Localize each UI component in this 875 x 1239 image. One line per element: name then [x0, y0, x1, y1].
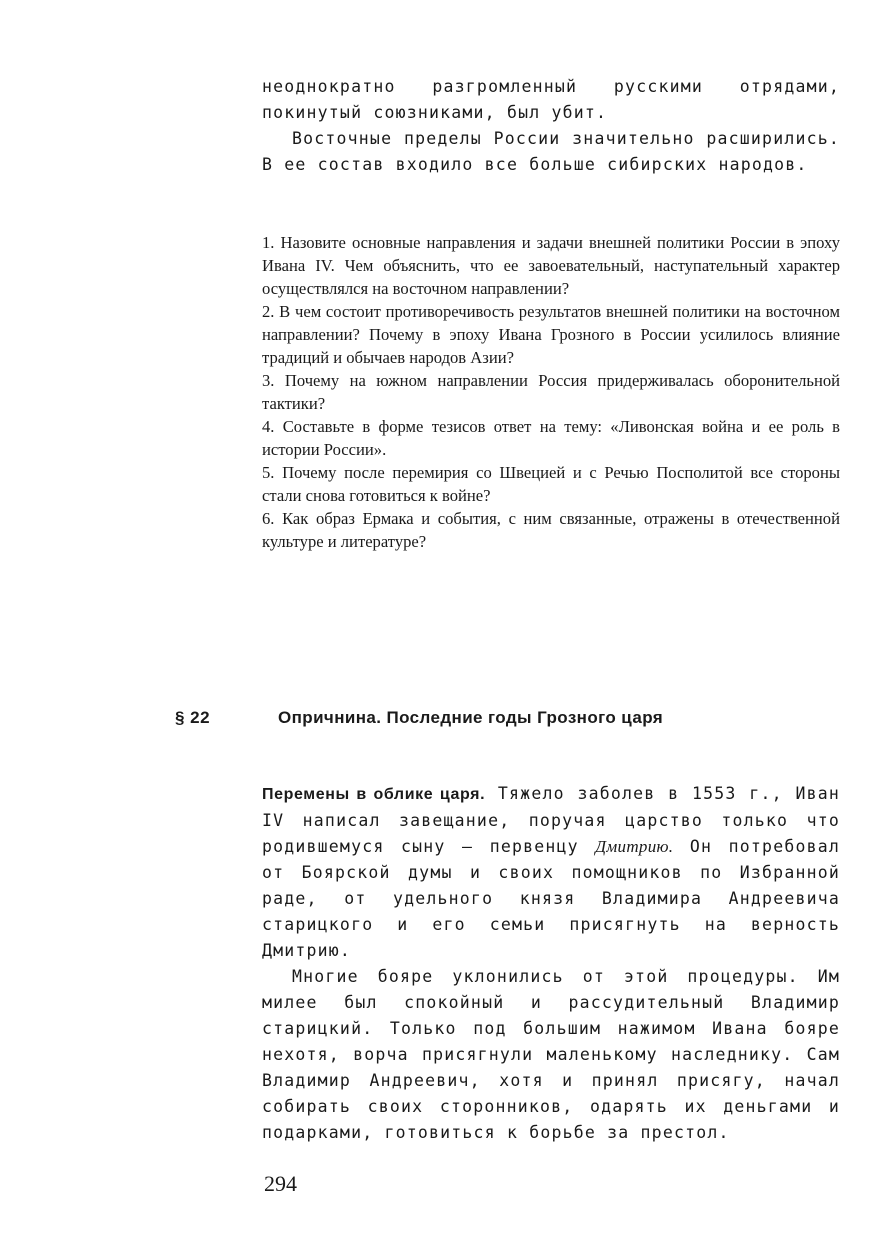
question-item: 2. В чем состоит противоречивость результатов внешней политики на восточном направлении? Почему в эпоху Ивана Грозного в России усилилось влияние традиций и обычаев народов Азии?	[262, 302, 840, 367]
page-number: 294	[264, 1171, 297, 1196]
top-text	[262, 74, 840, 178]
text-run: Тяжело заболев в 1553 г., Иван IV написал завещание, поручая царство только что родившемуся сыну — первенцу	[262, 784, 840, 856]
emphasis: Дмитрию.	[595, 837, 674, 856]
text-run: Он потребовал от Боярской думы и своих помощников по Избранной раде, от удельного князя Владимира Андреевича старицкого и его семьи присягнуть на верность Дмитрию.	[262, 837, 840, 960]
paragraph: Восточные пределы России значительно расширились. В ее состав входило все больше сибирских народов.	[262, 129, 840, 174]
run-in-heading: Перемены в облике царя.	[262, 786, 486, 803]
section-number: § 22	[175, 708, 211, 727]
question-item: 4. Составьте в форме тезисов ответ на тему: «Ливонская война и ее роль в истории России».	[262, 417, 840, 459]
question-item: 1. Назовите основные направления и задачи внешней политики России в эпоху Ивана IV. Чем объяснить, что ее завоевательный, наступательный характер осуществлялся на восточном направлении?	[262, 233, 840, 298]
question-item: 6. Как образ Ермака и события, с ним связанные, отражены в отечественной культуре и литературе?	[262, 509, 840, 551]
section-body	[262, 781, 840, 1146]
paragraph	[262, 781, 840, 964]
section-title: Опричнина. Последние годы Грозного царя	[278, 708, 664, 727]
paragraph: Многие бояре уклонились от этой процедуры. Им милее был спокойный и рассудительный Владимир старицкий. Только под большим нажимом Ивана бояре нехотя, ворча присягнули маленькому наследнику. Сам Владимир Андреевич, хотя и принял присягу, начал собирать своих сторонников, одарять их деньгами и подарками, готовиться к борьбе за престол.	[262, 967, 840, 1142]
paragraph: неоднократно разгромленный русскими отрядами, покинутый союзниками, был убит.	[262, 77, 840, 122]
questions-list	[262, 231, 840, 553]
question-item: 3. Почему на южном направлении Россия придерживалась оборонительной тактики?	[262, 371, 840, 413]
question-item: 5. Почему после перемирия со Швецией и с Речью Посполитой все стороны стали снова готовиться к войне?	[262, 463, 840, 505]
